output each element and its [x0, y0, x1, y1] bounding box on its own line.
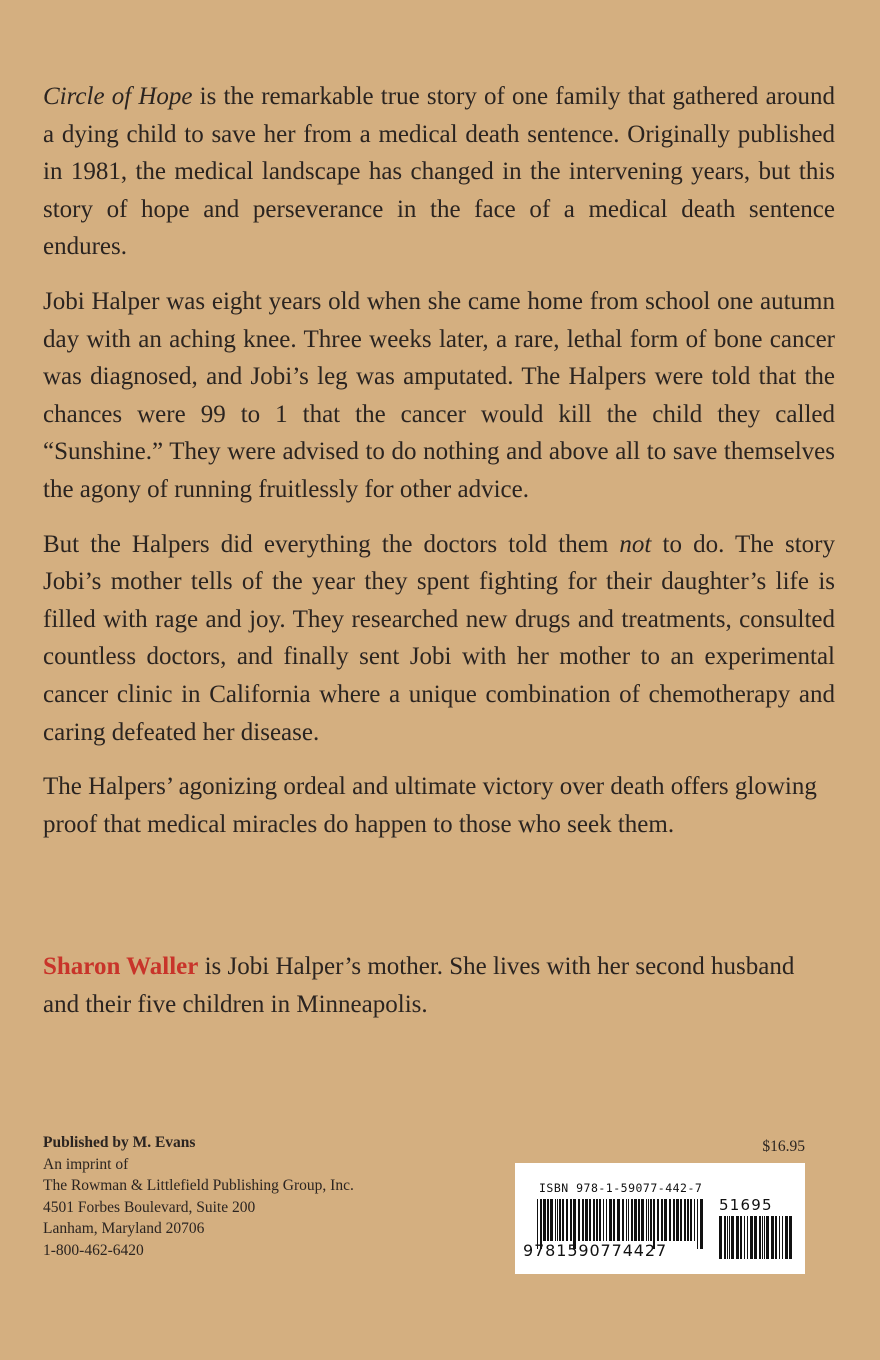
barcode-bar	[680, 1199, 682, 1241]
barcode-bar	[631, 1199, 633, 1241]
barcode-bar	[736, 1216, 739, 1259]
barcode-bar	[700, 1199, 703, 1249]
barcode-bar	[628, 1199, 629, 1241]
publisher-info	[43, 1132, 354, 1262]
barcode-bar	[724, 1216, 726, 1259]
barcode-bar	[646, 1199, 647, 1241]
barcode-bar	[585, 1199, 588, 1241]
barcode-bar	[673, 1199, 675, 1241]
barcode-bar	[566, 1199, 568, 1241]
barcode-bar	[578, 1199, 580, 1241]
barcode-bar	[634, 1199, 637, 1241]
description-paragraph-2: Jobi Halper was eight years old when she came home from school one autumn day with an aching knee. Three weeks later, a rare, lethal form of bone cancer was diagnosed, and Jobi’s leg was amputated. The Halpers were told that the chances were 99 to 1 that the cancer would kill the child they called “Sunshine.” They were advised to do nothing and above all to save themselves the agony of running fruitlessly for other advice.	[43, 287, 835, 503]
isbn-label: ISBN 978-1-59077-442-7	[539, 1181, 703, 1195]
barcode-bar	[697, 1199, 698, 1249]
barcode-bar	[661, 1199, 663, 1241]
barcode-bar	[603, 1199, 604, 1241]
barcode-bar	[789, 1216, 792, 1259]
publisher-line: Lanham, Maryland 20706	[43, 1220, 205, 1238]
barcode-bar	[771, 1216, 774, 1259]
barcode-bar	[750, 1216, 753, 1259]
barcode-bar	[775, 1216, 777, 1259]
description-paragraph-3	[43, 526, 835, 752]
publisher-line: 1-800-462-6420	[43, 1241, 144, 1259]
barcode-bar	[729, 1216, 730, 1259]
publisher-line: 4501 Forbes Boulevard, Suite 200	[43, 1198, 256, 1216]
barcode-bar	[559, 1199, 561, 1241]
barcode-bar	[779, 1216, 780, 1259]
barcode-bar	[648, 1199, 649, 1241]
barcode-bar	[727, 1216, 728, 1259]
barcode-bar	[694, 1199, 695, 1241]
barcode-bar	[582, 1199, 584, 1241]
barcode-bar	[782, 1216, 783, 1259]
publisher-line: The Rowman & Littlefield Publishing Group, Inc.	[43, 1177, 354, 1195]
barcode-bar	[638, 1199, 640, 1241]
barcode-bar	[744, 1216, 745, 1259]
barcode-bar	[593, 1199, 595, 1241]
price-code: 51695	[719, 1196, 773, 1214]
barcode-bar	[589, 1199, 591, 1241]
barcode-bar	[762, 1216, 763, 1259]
publisher-title: Published by M. Evans	[43, 1134, 196, 1151]
barcode-bar	[606, 1199, 607, 1241]
author-bio	[43, 948, 835, 1023]
barcode-bar	[562, 1199, 564, 1241]
barcode-bar	[687, 1199, 689, 1241]
barcode-bar	[664, 1199, 667, 1241]
barcode-bar	[740, 1216, 742, 1259]
barcode-bar	[684, 1199, 686, 1241]
paragraph-3-emphasis: not	[619, 530, 652, 558]
book-title: Circle of Hope	[43, 83, 193, 110]
barcode-bar	[641, 1199, 644, 1241]
barcode-bar	[555, 1199, 556, 1241]
barcode-bar	[543, 1199, 546, 1241]
barcode-bar	[766, 1216, 769, 1259]
barcode-bar	[669, 1199, 671, 1241]
barcode-bar	[609, 1199, 612, 1241]
barcode-bar	[599, 1199, 601, 1241]
barcode-bar	[759, 1216, 761, 1259]
barcode-box	[515, 1163, 805, 1274]
barcode-bar	[613, 1199, 615, 1241]
paragraph-3-rest: to do. The story Jobi’s mother tells of the year they spent fighting for their daughter’s life is filled with rage and joy. They researched new drugs and treatments, consulted countless doctors, and finally sent Jobi with her mother to an experimental cancer clinic in California where a unique combination of chemotherapy and caring defeated her disease.	[43, 530, 835, 746]
barcode-bar	[557, 1199, 558, 1241]
barcode-bar	[764, 1216, 765, 1259]
barcode-bar	[547, 1199, 549, 1241]
paragraph-1-text: is the remarkable true story of one family that gathered around a dying child to save her from a medical death sentence. Originally published in 1981, the medical landscape has changed in the intervening years, but this story of hope and perseverance in the face of a medical death sentence endures.	[43, 83, 835, 261]
barcode-bar	[719, 1216, 722, 1259]
barcode-bar	[570, 1199, 572, 1241]
barcode-bar	[550, 1199, 553, 1241]
barcode-bar	[617, 1199, 620, 1241]
book-description	[43, 78, 835, 860]
ean-digits: 9781590774427	[523, 1241, 668, 1260]
description-paragraph-4: The Halpers’ agonizing ordeal and ultimate victory over death offers glowing proof that medical miracles do happen to those who seek them.	[43, 773, 817, 838]
barcode-bar	[731, 1216, 734, 1259]
author-bio-text: is Jobi Halper’s mother. She lives with her second husband and their five children in Minneapolis.	[43, 953, 795, 1018]
price-label: $16.95	[762, 1138, 805, 1155]
barcode-bar	[676, 1199, 679, 1241]
barcode-bar	[650, 1199, 652, 1241]
barcode-bar	[754, 1216, 757, 1259]
description-paragraph-1	[43, 78, 835, 266]
barcode-bar	[657, 1199, 659, 1241]
barcode-bar	[747, 1216, 748, 1259]
barcode-bar	[626, 1199, 627, 1241]
publisher-line: An imprint of	[43, 1155, 129, 1173]
barcode-bar	[690, 1199, 692, 1241]
author-name: Sharon Waller	[43, 953, 199, 980]
barcode-bar	[622, 1199, 624, 1241]
barcode-bar	[596, 1199, 598, 1241]
barcode-bar	[785, 1216, 788, 1259]
paragraph-3-start: But the Halpers did everything the doctors told them	[43, 530, 620, 558]
